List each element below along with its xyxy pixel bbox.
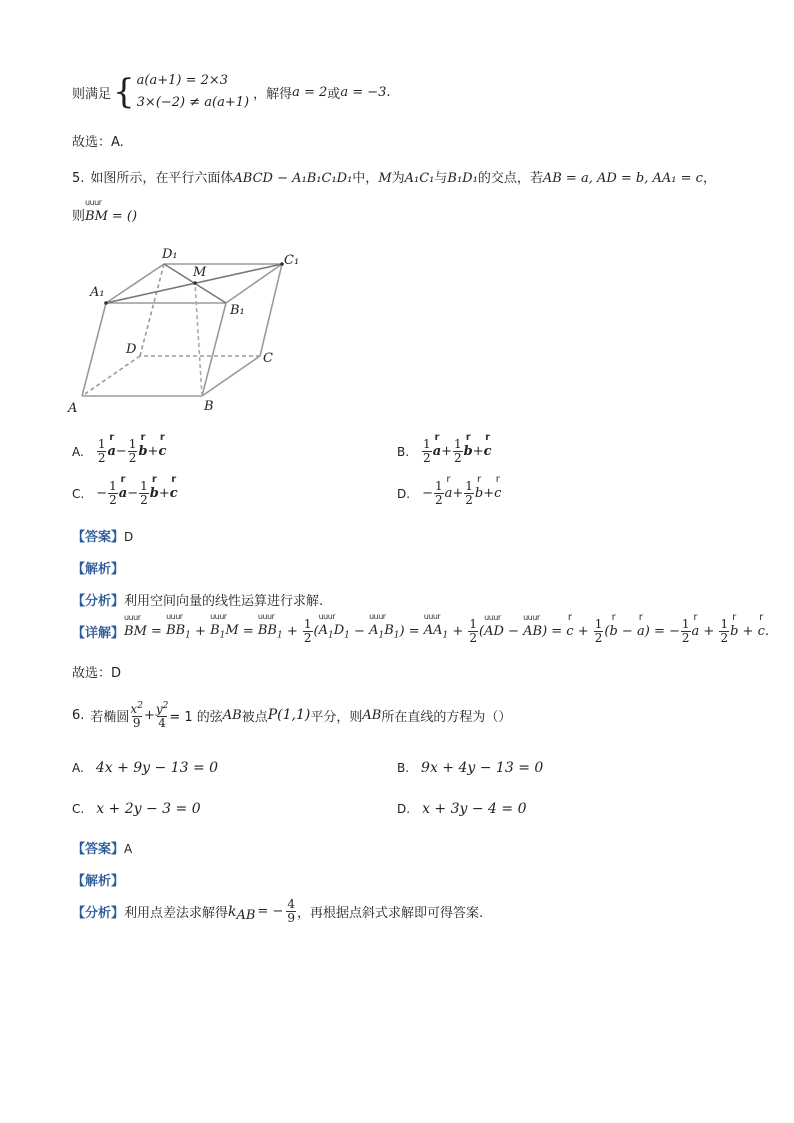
- q5-fenxi-line: [72, 590, 323, 609]
- q5-answer: D: [124, 530, 134, 544]
- q5-ask-prefix: 则: [72, 209, 86, 224]
- q5-stem-c: 为: [391, 171, 405, 186]
- q5-stem-f: ，: [702, 171, 716, 186]
- q5-fenxi-tag: 【分析】: [72, 594, 125, 609]
- q5-stem-d: 与: [434, 171, 448, 186]
- q4-system: [137, 70, 249, 114]
- q6-fenxi-line: [72, 898, 483, 925]
- label-C: C: [263, 351, 273, 366]
- q4-brace: {: [113, 72, 135, 112]
- q6-option-d[interactable]: [397, 801, 526, 817]
- q5-select: 故选：D: [72, 666, 122, 681]
- q5-answer-line: [72, 526, 133, 545]
- q4-condition-line: [72, 68, 391, 116]
- q5-option-c-letter: C.: [72, 486, 85, 501]
- q6-k-eq: = −: [257, 904, 284, 919]
- q5-ask-vec: uuur BM: [85, 209, 108, 224]
- q5-option-a-letter: A.: [72, 444, 84, 459]
- label-B1: B₁: [230, 303, 245, 318]
- q5-ask: [72, 205, 137, 224]
- q5-m-label: M: [378, 171, 392, 186]
- q5-option-c[interactable]: C. − $\frac{1}{2}$ r a − $\frac{1}{2}$ r b + r c: [72, 480, 178, 507]
- q6-stem: 6. 若椭圆 $\frac{x^2}{9}$ + $\frac{y^2}{4}$ = 1 的弦 AB 被点 P(1,1) 平分，则 AB 所在直线的方程为（）: [72, 701, 512, 730]
- q5-option-d[interactable]: D. − $\frac{1}{2}$ r a + $\frac{1}{2}$ r b + r c: [397, 480, 501, 507]
- q6-fenxi-tag: 【分析】: [72, 906, 125, 921]
- q5-xiangjie-line: 【详解】 uuur BM = uuur $BB_1$ + uuur $B_1M$ = uuur $BB_1$ + $\frac{1}{2}$ ( uuur $A_1D_1$ − uuur $A_1B_1$ ) = uuur $AA_1$ + $\frac{1}{2}$ ( uuur AD − uuur AB ) = r c + $\frac{1}{2}$ ( r b − r a ) = − $\frac{1}{2}$ r a + $\frac{1}{2}$ r b + r c .: [72, 618, 769, 645]
- q4-eq2: 3×(−2) ≠ a(a+1): [136, 95, 250, 110]
- label-A1: A₁: [90, 285, 105, 300]
- q6-stem-c: 被点: [241, 709, 268, 725]
- q5-stem-e: 的交点，若: [477, 171, 543, 186]
- q5-solid: ABCD − A₁B₁C₁D₁: [233, 171, 353, 186]
- q6-option-c-text: x + 2y − 3 = 0: [96, 801, 201, 817]
- q4-eq1: a(a+1) = 2×3: [136, 73, 229, 88]
- q6-stem-b: = 1 的弦: [169, 709, 223, 725]
- q4-root1: a = 2: [292, 84, 328, 100]
- q5-stem: [72, 167, 716, 186]
- q6-k: k: [228, 903, 237, 920]
- point-M: [193, 281, 197, 285]
- q6-option-d-text: x + 3y − 4 = 0: [422, 801, 527, 817]
- q6-frac-x: $\frac{x^2}{9}$: [130, 701, 143, 730]
- q6-option-a[interactable]: [72, 760, 218, 776]
- label-C1: C₁: [284, 253, 300, 268]
- label-B: B: [204, 399, 214, 414]
- q4-solve-text: ，解得: [253, 86, 293, 102]
- q6-option-d-letter: D.: [397, 802, 411, 816]
- q6-stem-a: 若椭圆: [90, 709, 130, 725]
- q6-ab: AB: [222, 707, 242, 723]
- q6-stem-e: 所在直线的方程为（）: [381, 709, 512, 725]
- q5-answer-tag: 【答案】: [72, 530, 125, 545]
- q5-stem-b: 中，: [352, 171, 379, 186]
- q6-option-a-letter: A.: [72, 761, 84, 775]
- q6-option-b-text: 9x + 4y − 13 = 0: [421, 760, 544, 776]
- q5-number: 5.: [72, 171, 85, 186]
- q4-end: .: [386, 84, 391, 100]
- q6-option-a-text: 4x + 9y − 13 = 0: [95, 760, 219, 776]
- q5-option-b-letter: B.: [397, 444, 410, 459]
- q6-ab-2: AB: [362, 707, 382, 723]
- q6-answer-line: [72, 838, 132, 857]
- q5-option-b[interactable]: B. $\frac{1}{2}$ r a + $\frac{1}{2}$ r b + r c: [397, 438, 492, 465]
- q6-answer: A: [124, 842, 133, 856]
- q6-point: P(1,1): [267, 707, 311, 723]
- q6-fenxi-a: 利用点差法求解得: [124, 906, 229, 921]
- q6-option-c-letter: C.: [72, 802, 85, 816]
- label-D: D: [126, 342, 137, 357]
- q6-analysis-tag: 【解析】: [72, 874, 125, 889]
- q5-stem-a: 如图所示，在平行六面体: [90, 171, 234, 186]
- q4-prefix: 则满足: [72, 86, 112, 102]
- q6-k-sub: AB: [236, 908, 256, 923]
- q6-fenxi-b: ，再根据点斜式求解即可得答案.: [297, 906, 484, 921]
- q4-root2: a = −3: [340, 84, 387, 100]
- q6-stem-d: 平分，则: [310, 709, 363, 725]
- label-A: A: [68, 401, 78, 416]
- label-M: M: [193, 265, 207, 280]
- q5-xiangjie-tag: 【详解】: [72, 626, 125, 641]
- q4-select: 故选：A.: [72, 135, 124, 150]
- q6-answer-tag: 【答案】: [72, 842, 125, 857]
- q5-parallelepiped-figure: [60, 236, 320, 421]
- q6-option-b-letter: B.: [397, 761, 410, 775]
- q5-option-a[interactable]: A. $\frac{1}{2}$ r a − $\frac{1}{2}$ r b + r c: [72, 438, 166, 465]
- q5-ac: A₁C₁: [404, 171, 435, 186]
- q6-k-frac: $\frac{4}{9}$: [287, 897, 296, 925]
- q6-number: 6.: [72, 707, 85, 723]
- q5-option-d-letter: D.: [397, 486, 411, 501]
- q5-ask-suffix: = (): [111, 209, 138, 224]
- q6-option-c[interactable]: [72, 801, 201, 817]
- q5-bd: B₁D₁: [447, 171, 478, 186]
- q6-option-b[interactable]: [397, 760, 543, 776]
- q5-fenxi: 利用空间向量的线性运算进行求解.: [124, 594, 324, 609]
- q5-conds: AB = a, AD = b, AA₁ = c: [542, 171, 703, 186]
- q5-analysis-tag: 【解析】: [72, 562, 125, 577]
- q4-or: 或: [327, 86, 341, 102]
- segment-BM: [195, 283, 202, 396]
- q6-frac-y: $\frac{y^2}{4}$: [155, 701, 169, 730]
- label-D1: D₁: [162, 247, 178, 262]
- point-A1: [104, 301, 108, 305]
